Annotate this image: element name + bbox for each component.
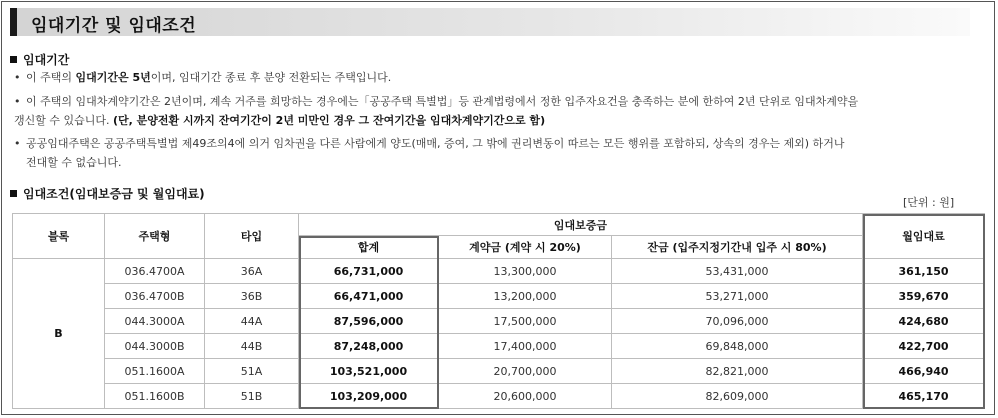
header-balance: 잔금 (입주지정기간내 입주 시 80%): [612, 236, 863, 259]
total-cell: 87,248,000: [299, 334, 439, 359]
type-cell: 36B: [205, 284, 299, 309]
contract-cell: 17,500,000: [439, 309, 612, 334]
bullet-dot-icon: •: [14, 95, 21, 108]
housing-type-cell: 044.3000B: [105, 334, 205, 359]
header-block: 블록: [13, 214, 105, 259]
balance-cell: 53,271,000: [612, 284, 863, 309]
housing-type-cell: 036.4700B: [105, 284, 205, 309]
total-cell: 66,471,000: [299, 284, 439, 309]
balance-cell: 53,431,000: [612, 259, 863, 284]
housing-type-cell: 051.1600B: [105, 384, 205, 409]
rent-cell: 361,150: [863, 259, 985, 284]
rent-cell: 465,170: [863, 384, 985, 409]
rent-cell: 359,670: [863, 284, 985, 309]
section-heading-lease-period: 임대기간: [10, 51, 69, 68]
type-cell: 51B: [205, 384, 299, 409]
bullet-dot-icon: •: [14, 137, 21, 150]
header-type: 타입: [205, 214, 299, 259]
header-contract: 계약금 (계약 시 20%): [439, 236, 612, 259]
table-row: [13, 359, 985, 384]
square-bullet-icon: [10, 56, 17, 63]
contract-cell: 20,600,000: [439, 384, 612, 409]
housing-type-cell: 044.3000A: [105, 309, 205, 334]
table-row: [13, 384, 985, 409]
total-cell: 87,596,000: [299, 309, 439, 334]
type-cell: 36A: [205, 259, 299, 284]
section-heading-lease-conditions: 임대조건(임대보증금 및 월임대료): [10, 185, 205, 202]
block-cell: B: [13, 259, 105, 409]
contract-cell: 17,400,000: [439, 334, 612, 359]
contract-cell: 13,300,000: [439, 259, 612, 284]
bullet-lease-term: • 이 주택의 임대기간은 5년이며, 임대기간 종료 후 분양 전환되는 주택입니다.: [14, 68, 391, 87]
page-title: 임대기간 및 임대조건: [31, 16, 197, 36]
rent-cell: 422,700: [863, 334, 985, 359]
title-bar: [10, 8, 970, 36]
total-cell: 66,731,000: [299, 259, 439, 284]
table-row: [13, 334, 985, 359]
balance-cell: 82,609,000: [612, 384, 863, 409]
header-deposit-group: 임대보증금: [299, 214, 863, 236]
type-cell: 51A: [205, 359, 299, 384]
table-row: [13, 259, 985, 284]
type-cell: 44A: [205, 309, 299, 334]
table-row: [13, 284, 985, 309]
header-monthly-rent: 월임대료: [863, 214, 985, 259]
bullet-dot-icon: •: [14, 71, 21, 84]
balance-cell: 69,848,000: [612, 334, 863, 359]
rent-cell: 466,940: [863, 359, 985, 384]
type-cell: 44B: [205, 334, 299, 359]
rent-cell: 424,680: [863, 309, 985, 334]
square-bullet-icon: [10, 190, 17, 197]
header-housing-type: 주택형: [105, 214, 205, 259]
table-row: [13, 309, 985, 334]
unit-label: [단위 : 원]: [903, 196, 955, 209]
contract-cell: 20,700,000: [439, 359, 612, 384]
housing-type-cell: 036.4700A: [105, 259, 205, 284]
balance-cell: 70,096,000: [612, 309, 863, 334]
balance-cell: 82,821,000: [612, 359, 863, 384]
housing-type-cell: 051.1600A: [105, 359, 205, 384]
header-total: 합계: [299, 236, 439, 259]
lease-conditions-table: [12, 213, 985, 409]
total-cell: 103,521,000: [299, 359, 439, 384]
contract-cell: 13,200,000: [439, 284, 612, 309]
total-cell: 103,209,000: [299, 384, 439, 409]
bullet-contract-renewal: • 이 주택의 임대차계약기간은 2년이며, 계속 거주를 희망하는 경우에는「공공주택 특별법」등 관계법령에서 정한 입주자요건을 충족하는 분에 한하여 2년 단위로 임대차계약을 갱신할 수 있습니다. (단, 분양전환 시까지 잔여기간이 2년 미만인 경우 그 잔여기간을 임대차계약기간으로 함): [14, 92, 858, 130]
bullet-transfer-restriction: • 공공임대주택은 공공주택특별법 제49조의4에 의거 임차권을 다른 사람에게 양도(매매, 증여, 그 밖에 권리변동이 따르는 모든 행위를 포함하되, 상속의 경우는 제외) 하거나 전대할 수 없습니다.: [14, 134, 844, 172]
